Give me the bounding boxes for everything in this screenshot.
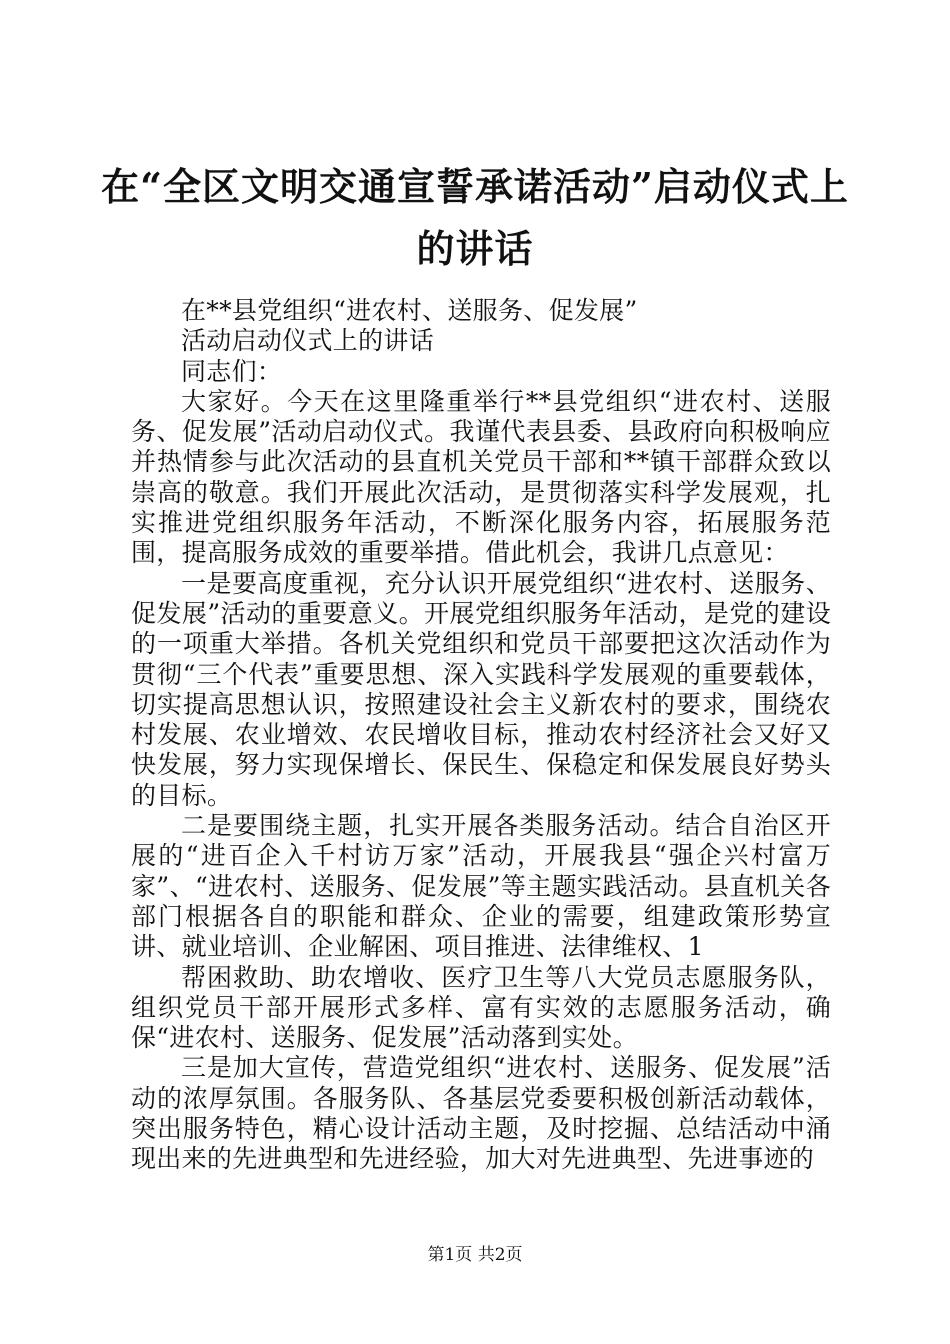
title-line-1: 在“全区文明交通宣誓承诺活动”启动仪式上 xyxy=(101,164,849,209)
heading-line-1: 在**县党组织“进农村、送服务、促发展” xyxy=(181,296,638,325)
title-line-2: 的讲话 xyxy=(416,226,534,271)
document-title xyxy=(100,156,850,280)
salutation: 同志们： xyxy=(181,356,283,386)
paragraph-point-one: 一是要高度重视，充分认识开展党组织“进农村、送服务、促发展”活动的重要意义。开展党组织服务年活动，是党的建设的一项重大举措。各机关党组织和党员干部要把这次活动作为贯彻“三个代表”重要思想、深入实践科学发展观的重要载体，切实提高思想认识，按照建设社会主义新农村的要求，围绕农村发展、农业增效、农民增收目标，推动农村经济社会又好又快发展，努力实现保增长、保民生、保稳定和保发展良好势头的目标。 xyxy=(131,568,831,810)
paragraph-intro: 大家好。今天在这里隆重举行**县党组织“进农村、送服务、促发展”活动启动仪式。我谨代表县委、县政府向积极响应并热情参与此次活动的县直机关党员干部和**镇干部群众致以崇高的敬意。我们开展此次活动，是贯彻落实科学发展观，扎实推进党组织服务年活动，不断深化服务内容，拓展服务范围，提高服务成效的重要举措。借此机会，我讲几点意见： xyxy=(131,386,831,568)
paragraph-point-three: 三是加大宣传，营造党组织“进农村、送服务、促发展”活动的浓厚氛围。各服务队、各基层党委要积极创新活动载体，突出服务特色，精心设计活动主题，及时挖掘、总结活动中涌现出来的先进典型和先进经验，加大对先进典型、先进事迹的 xyxy=(131,1053,831,1174)
paragraph-point-two: 二是要围绕主题，扎实开展各类服务活动。结合自治区开展的“进百企入千村访万家”活动，开展我县“强企兴村富万家”、“进农村、送服务、促发展”等主题实践活动。县直机关各部门根据各自的职能和群众、企业的需要，组建政策形势宣讲、就业培训、企业解困、项目推进、法律维权、1 xyxy=(131,811,831,962)
document-body xyxy=(131,296,831,1175)
heading-line-2: 活动启动仪式上的讲话 xyxy=(181,326,435,356)
paragraph-point-two-continued: 帮困救助、助农增收、医疗卫生等八大党员志愿服务队，组织党员干部开展形式多样、富有实效的志愿服务活动，确保“进农村、送服务、促发展”活动落到实处。 xyxy=(131,962,831,1053)
page-footer: 第1页 共2页 xyxy=(427,1245,523,1265)
